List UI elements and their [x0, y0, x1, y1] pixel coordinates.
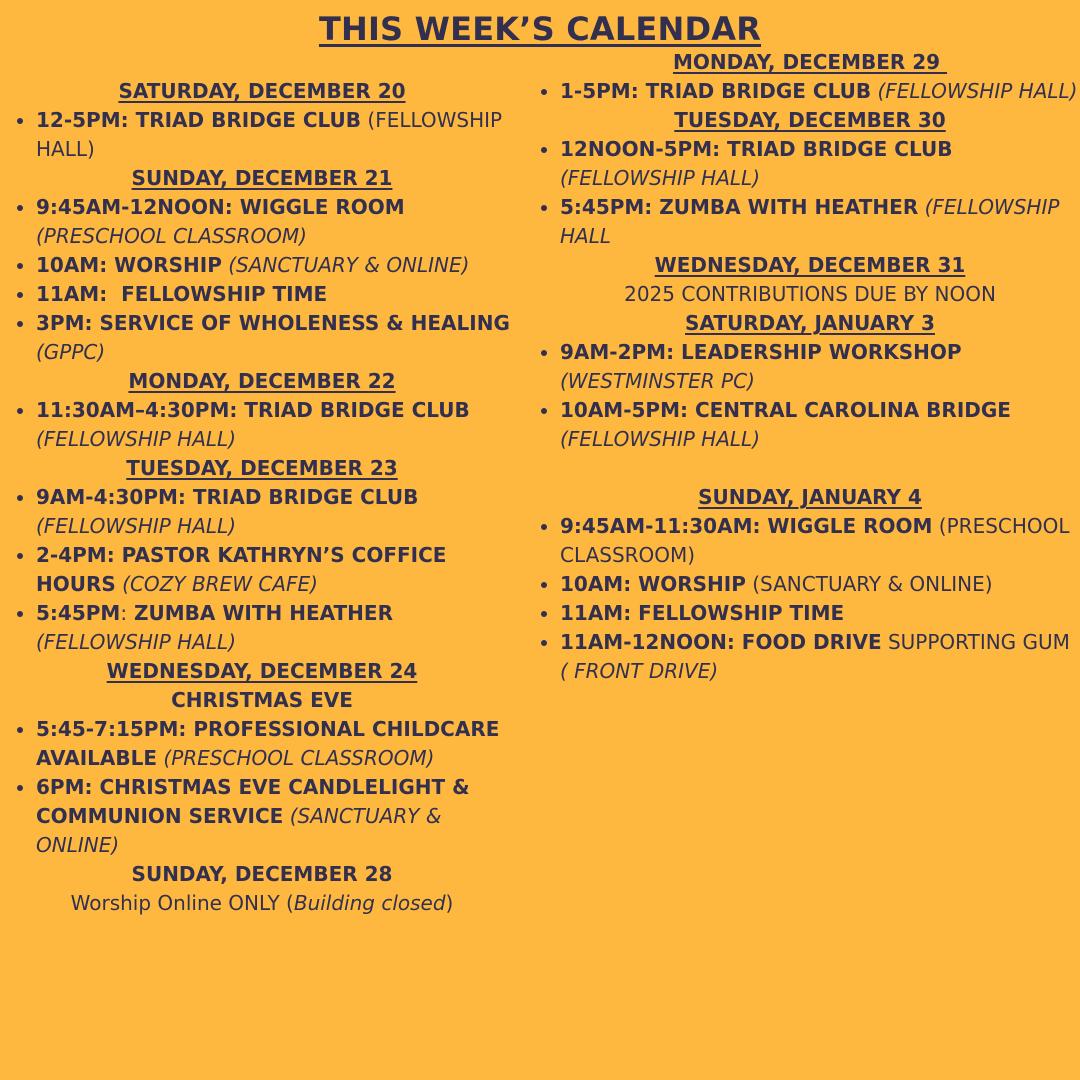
event-time-title: 11AM: FELLOWSHIP TIME: [560, 601, 845, 625]
event-time-title: 6PM: CHRISTMAS EVE CANDLELIGHT & COMMUNION SERVICE: [36, 775, 470, 828]
event-location: (FELLOWSHIP HALL): [560, 166, 760, 190]
event-time-title: 5:45PM: ZUMBA WITH HEATHER: [560, 195, 919, 219]
event-location: (FELLOWSHIP HALL): [36, 108, 503, 161]
event-location: (SANCTUARY & ONLINE): [36, 804, 442, 857]
note-text: Worship Online ONLY (: [70, 891, 294, 915]
page-title: THIS WEEK’S CALENDAR: [318, 10, 762, 48]
event-item: [540, 396, 1080, 454]
event-colon: :: [120, 601, 128, 625]
event-time-title: 11:30AM–4:30PM: TRIAD BRIDGE CLUB: [36, 398, 470, 422]
note-close: ): [445, 891, 454, 915]
event-location: (FELLOWSHIP HALL): [560, 427, 760, 451]
event-item: [0, 280, 524, 309]
event-item: [0, 309, 524, 367]
event-list-dec-22: [0, 396, 524, 454]
event-location: (PRESCHOOL CLASSROOM): [36, 224, 307, 248]
event-item: [540, 135, 1080, 193]
event-item: [0, 541, 524, 599]
event-location: (WESTMINSTER PC): [560, 369, 755, 393]
event-location: (SANCTUARY & ONLINE): [221, 253, 470, 277]
day-heading-dec-30: TUESDAY, DECEMBER 30: [674, 108, 946, 132]
day-heading-dec-22: MONDAY, DECEMBER 22: [128, 369, 396, 393]
event-time-title: 12-5PM: TRIAD BRIDGE CLUB: [36, 108, 362, 132]
spacer: [540, 454, 1080, 483]
event-location: (PRESCHOOL CLASSROOM): [157, 746, 435, 770]
left-column: [0, 48, 524, 918]
note-italic: Building closed: [293, 891, 446, 915]
day-heading-dec-28: SUNDAY, DECEMBER 28: [131, 862, 393, 886]
event-time-title: 1-5PM: TRIAD BRIDGE CLUB: [560, 79, 872, 103]
event-item: [540, 628, 1080, 686]
event-time-title: 2-4PM: PASTOR KATHRYN’S COFFICE HOURS: [36, 543, 447, 596]
event-time-title: 11AM-12NOON: FOOD DRIVE: [560, 630, 882, 654]
event-time-title: 9:45AM-11:30AM: WIGGLE ROOM: [560, 514, 933, 538]
event-location: (FELLOWSHIP HALL): [871, 79, 1078, 103]
event-title: ZUMBA WITH HEATHER: [127, 601, 393, 625]
event-item: [0, 106, 524, 164]
event-list-dec-20: [0, 106, 524, 164]
event-location: (FELLOWSHIP HALL): [36, 630, 236, 654]
day-note-dec-28: [0, 889, 524, 918]
event-item: [540, 77, 1080, 106]
event-location: (FELLOWSHIP HALL): [36, 514, 236, 538]
event-location: (PRESCHOOL: [932, 514, 1070, 538]
event-time-title: 5:45-7:15PM: PROFESSIONAL CHILDCARE AVAILABLE: [36, 717, 500, 770]
event-item: [540, 338, 1080, 396]
day-heading-dec-29: MONDAY, DECEMBER 29: [672, 50, 948, 74]
event-time-title: 10AM-5PM: CENTRAL CAROLINA BRIDGE: [560, 398, 1011, 422]
day-heading-dec-23: TUESDAY, DECEMBER 23: [126, 456, 398, 480]
event-list-jan-3: [540, 338, 1080, 454]
event-location-cont: HALL: [560, 224, 612, 248]
event-item: [540, 512, 1080, 570]
event-time-title: 11AM: FELLOWSHIP TIME: [36, 282, 328, 306]
event-list-dec-29: [540, 77, 1080, 106]
right-column: [540, 48, 1080, 686]
day-heading-dec-21: SUNDAY, DECEMBER 21: [131, 166, 393, 190]
event-time-title: 10AM: WORSHIP: [36, 253, 222, 277]
event-location: (GPPC): [36, 340, 106, 364]
day-subheading-christmas-eve: CHRISTMAS EVE: [171, 688, 353, 712]
day-heading-jan-4: SUNDAY, JANUARY 4: [698, 485, 922, 509]
event-list-dec-30: [540, 135, 1080, 251]
event-time-title: 9AM-4:30PM: TRIAD BRIDGE CLUB: [36, 485, 419, 509]
event-item: [0, 773, 524, 860]
day-note-dec-31: 2025 CONTRIBUTIONS DUE BY NOON: [624, 282, 996, 306]
day-heading-dec-20: SATURDAY, DECEMBER 20: [118, 79, 406, 103]
event-item: [0, 483, 524, 541]
event-item: [540, 193, 1080, 251]
day-heading-dec-31: WEDNESDAY, DECEMBER 31: [654, 253, 966, 277]
event-time-title: 10AM: WORSHIP: [560, 572, 746, 596]
day-heading-dec-24: WEDNESDAY, DECEMBER 24: [106, 659, 418, 683]
event-item: [540, 570, 1080, 599]
event-list-dec-21: [0, 193, 524, 367]
event-time-title: 9AM-2PM: LEADERSHIP WORKSHOP: [560, 340, 962, 364]
event-list-dec-23: [0, 483, 524, 657]
day-heading-jan-3: SATURDAY, JANUARY 3: [685, 311, 935, 335]
event-list-jan-4: [540, 512, 1080, 686]
event-item: [0, 251, 524, 280]
event-time-title: 9:45AM-12NOON: WIGGLE ROOM: [36, 195, 405, 219]
event-item: [540, 599, 1080, 628]
event-description: SUPPORTING GUM: [881, 630, 1070, 654]
event-location: (SANCTUARY & ONLINE): [745, 572, 993, 596]
event-time-title: 12NOON-5PM: TRIAD BRIDGE CLUB: [560, 137, 953, 161]
event-item: [0, 396, 524, 454]
event-time: 5:45PM: [36, 601, 121, 625]
event-location: ( FRONT DRIVE): [560, 659, 719, 683]
event-list-dec-24: [0, 715, 524, 860]
event-item: [0, 715, 524, 773]
event-location-cont: CLASSROOM): [560, 543, 696, 567]
event-location: (COZY BREW CAFE): [115, 572, 318, 596]
spacer: [0, 48, 524, 77]
event-item: [0, 599, 524, 657]
event-item: [0, 193, 524, 251]
event-location: (FELLOWSHIP: [918, 195, 1060, 219]
event-location: (FELLOWSHIP HALL): [36, 427, 236, 451]
event-time-title: 3PM: SERVICE OF WHOLENESS & HEALING: [36, 311, 510, 335]
